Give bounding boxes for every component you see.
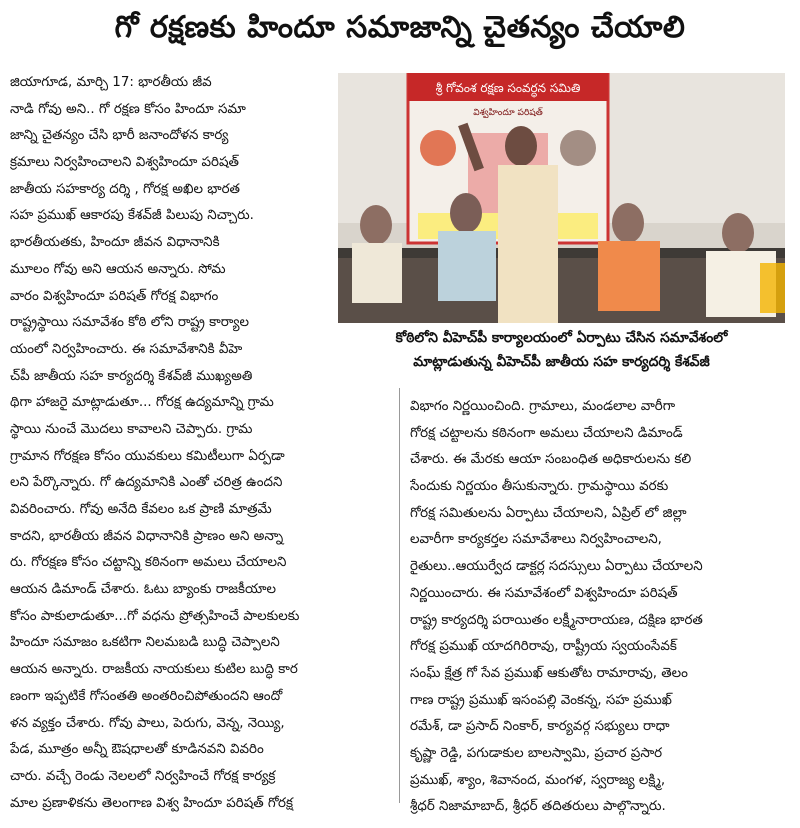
article-line: భారతీయతకు, హిందూ జీవన విధానానికి: [10, 235, 220, 251]
news-photo: [338, 73, 785, 323]
article-line: ఆయన డిమాండ్ చేశారు. ఓటు బ్యాంకు రాజకీయాల: [10, 582, 277, 598]
article-line: క్రమాలు నిర్వహించాలని విశ్వహిందూ పరిషత్: [10, 155, 239, 171]
article-line: సంఘ్ క్షేత్ర గో సేవ ప్రముఖ్ ఆకుతోట రామారావు, తెలం: [410, 665, 688, 681]
article-line: కృష్ణా రెడ్డి, పగుడాకుల బాలస్వామి, ప్రచార ప్రసార: [410, 745, 663, 761]
article-line: థిగా హాజరై మాట్లాడుతూ... గోరక్ష ఉద్యమాన్ని గ్రామ: [10, 395, 274, 411]
article-body-right-column: [410, 394, 790, 821]
article-line: నిర్ణయించారు. ఈ సమావేశంలో విశ్వహిందూ పరిషత్: [410, 585, 678, 601]
article-line: జాన్ని చైతన్యం చేసి భారీ జనాందోళన కార్య: [10, 128, 229, 144]
article-line: నాడి గోవు అని.. గో రక్షణ కోసం హిందూ సమా: [10, 101, 246, 117]
photo-caption: [338, 326, 785, 374]
article-line: హిందూ సమాజం ఒకటిగా నిలమబడి బుద్ధి చెప్పాలని: [10, 635, 280, 651]
article-line: సహ ప్రముఖ్ ఆకారపు కేశవ్‌జీ పిలుపు నిచ్చారు.: [10, 208, 254, 224]
article-line: గ్రామాన గోరక్షణ కోసం యువకులు కమిటీలుగా ఏర్పడా: [10, 448, 285, 464]
article-line: మాల ప్రణాళికను తెలంగాణ విశ్వ హిందూ పరిషత్ గోరక్ష: [10, 795, 293, 811]
article-line: వారం విశ్వహిందూ పరిషత్ గోరక్ష విభాగం: [10, 288, 219, 304]
article-line: వివరించారు. గోవు అనేది కేవలం ఒక ప్రాణి మాత్రమే: [10, 502, 272, 517]
article-line: గోరక్ష ప్రముఖ్ యాదగిరిరావు, రాష్ట్రీయ స్వయంసేవక్: [410, 639, 677, 655]
article-line: రాష్ట్ర కార్యదర్శి పరాయితం లక్ష్మీనారాయణ, దక్షిణ భారత: [410, 612, 703, 628]
article-headline: గో రక్షణకు హిందూ సమాజాన్ని చైతన్యం చేయాలి: [114, 10, 686, 45]
article-line: కోసం పాకులాడుతూ...గో వధను ప్రోత్సహించే పాలకులకు: [10, 608, 300, 624]
article-line: శ్రీధర్ నిజామాబాద్, శ్రీధర్ తదితరులు పాల్గొన్నారు.: [410, 799, 666, 815]
article-line: కాదని, భారతీయ జీవన విధానానికి ప్రాణం అని అన్నా: [10, 528, 284, 544]
article-line: చారు. వచ్చే రెండు నెలలలో నిర్వహించే గోరక్ష కార్యక్ర: [10, 768, 276, 784]
article-line: చేశారు. ఈ మేరకు ఆయా సంబంధిత అధికారులను కలి: [410, 452, 692, 468]
article-line: గాణ రాష్ట్ర ప్రముఖ్ ఇసంపల్లి వెంకన్న, సహ ప్రముఖ్: [410, 692, 672, 708]
article-line: రాష్ట్రస్థాయి సమావేశం కోఠి లోని రాష్ట్ర కార్యాల: [10, 315, 249, 331]
caption-line-2: మాట్లాడుతున్న వీహెచ్‌పీ జాతీయ సహ కార్యదర్శి కేశవ్‌జీ: [413, 354, 710, 370]
article-line: గోరక్ష సమితులను ఏర్పాటు చేయాలని, ఏప్రిల్ లో జిల్లా: [410, 505, 687, 521]
article-line: రమేశ్, డా ప్రసాద్ నింకార్, కార్యవర్గ సభ్యులు రాధా: [410, 719, 670, 735]
article-line: మూలం గోవు అని ఆయన అన్నారు. సోమ: [10, 261, 226, 277]
article-line: సేందుకు నిర్ణయం తీసుకున్నారు. గ్రామస్థాయి వరకు: [410, 479, 669, 495]
article-line: చ్‌పీ జాతీయ సహ కార్యదర్శి కేశవ్‌జీ ముఖ్యఅతి: [10, 368, 253, 384]
article-line: రు. గోరక్షణ కోసం చట్టాన్ని కఠినంగా అమలు చేయాలని: [10, 555, 287, 571]
article-line: లవారీగా కార్యకర్తల సమావేశాలు నిర్వహించాలని,: [410, 532, 662, 548]
article-line: రైతులు..ఆయుర్వేద డాక్టర్ల సదస్సులు ఏర్పాటు చేయాలని: [410, 559, 703, 575]
article-line: జియాగూడ, మార్చి 17: భారతీయ జీవ: [10, 75, 212, 90]
article-line: ళన వ్యక్తం చేశారు. గోవు పాలు, పెరుగు, వెన్న, నెయ్యి,: [10, 715, 285, 731]
article-line: గోరక్ష చట్టాలను కఠినంగా అమలు చేయాలని డిమాండ్: [410, 425, 683, 441]
article-line: ఆయన అన్నారు. రాజకీయ నాయకులు కుటిల బుద్ధి కార: [10, 662, 298, 678]
article-line: ప్రముఖ్, శ్యాం, శివానంద, మంగళ, స్వరాజ్య లక్ష్మి,: [410, 772, 666, 788]
article-line: లని పేర్కొన్నారు. గో ఉద్యమానికి ఎంతో చరిత్ర ఉందని: [10, 475, 283, 491]
article-line: ణంగా ఇప్పటికే గోసంతతి అంతరించిపోతుందని ఆందో: [10, 688, 283, 704]
article-line: స్థాయి నుంచే మొదలు కావాలని చెప్పారు. గ్రామ: [10, 421, 253, 437]
article-line: పేడ, మూత్రం అన్నీ ఔషధాలతో కూడినవని వివరిం: [10, 742, 264, 758]
column-divider: [399, 388, 400, 803]
banner-text: శ్రీ గోవంశ రక్షణ సంవర్ధన సమితి: [435, 81, 581, 95]
article-line: విభాగం నిర్ణయించింది. గ్రామాలు, మండలాల వారీగా: [410, 399, 676, 414]
banner-subtext: విశ్వహిందూ పరిషత్: [473, 108, 543, 118]
article-line: యంలో నిర్వహించారు. ఈ సమావేశానికి వీహె: [10, 341, 243, 357]
article-line: జాతీయ సహకార్య దర్శి , గోరక్ష అఖిల భారత: [10, 181, 240, 197]
caption-line-1: కోఠిలోని వీహెచ్‌పీ కార్యాలయంలో ఏర్పాటు చేసిన సమావేశంలో: [395, 330, 728, 346]
